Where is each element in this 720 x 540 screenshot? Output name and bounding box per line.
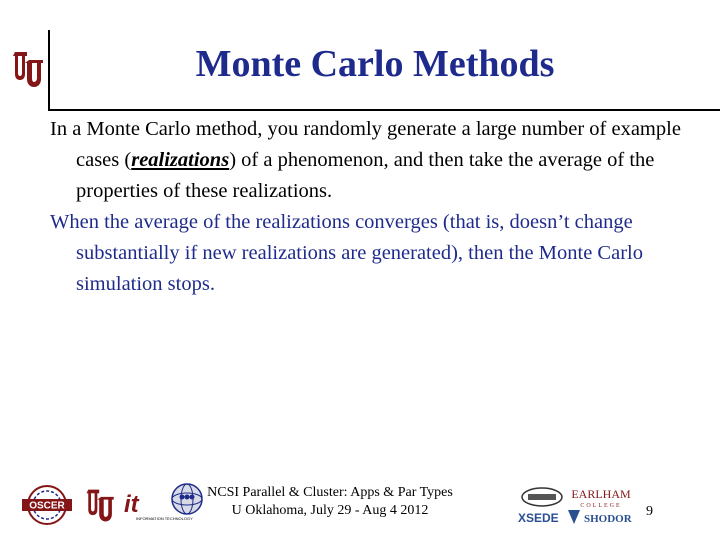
paragraph-convergence: When the average of the realizations converges (that is, doesn’t change substantially if new realizations are generated), then the Monte Carlo simulation stops. — [50, 211, 643, 295]
footer-line-2: U Oklahoma, July 29 - Aug 4 2012 — [231, 503, 429, 518]
it-logo-text: it — [124, 491, 139, 518]
xsede-logo-icon — [516, 508, 566, 526]
header-horizontal-rule — [48, 109, 720, 111]
term-realizations: realizations — [131, 149, 230, 171]
ou-logo-icon — [12, 48, 46, 92]
earlham-logo-text: EARLHAM — [571, 487, 631, 501]
paragraph-monte-carlo-definition — [50, 114, 690, 207]
paragraph1-before: In a Monte Carlo method, you randomly generate a large number of example cases ( — [50, 118, 681, 171]
header-vertical-rule — [48, 30, 50, 110]
ncsi-logo-icon — [520, 486, 564, 508]
paragraph1-after: ) of a phenomenon, and then take the average of the properties of these realizations. — [76, 149, 655, 202]
oscer-logo-text: OSCER — [29, 500, 65, 512]
earlham-logo-icon — [566, 486, 636, 510]
footer-caption — [190, 484, 470, 520]
shodor-logo-text: SHODOR — [584, 513, 632, 525]
footer-line-1: NCSI Parallel & Cluster: Apps & Par Types — [207, 485, 453, 500]
it-logo-subtext: INFORMATION TECHNOLOGY — [136, 516, 193, 521]
xsede-logo-text: XSEDE — [518, 511, 559, 525]
ou-footer-logo-icon — [84, 486, 118, 526]
oscer-logo-icon — [16, 484, 78, 526]
slide-body — [50, 114, 690, 300]
shodor-logo-icon — [566, 508, 636, 526]
slide-title: Monte Carlo Methods — [195, 43, 555, 85]
earlham-logo-subtext: COLLEGE — [580, 503, 622, 509]
page-number: 9 — [646, 504, 653, 519]
ou-it-logo-icon — [122, 488, 193, 528]
